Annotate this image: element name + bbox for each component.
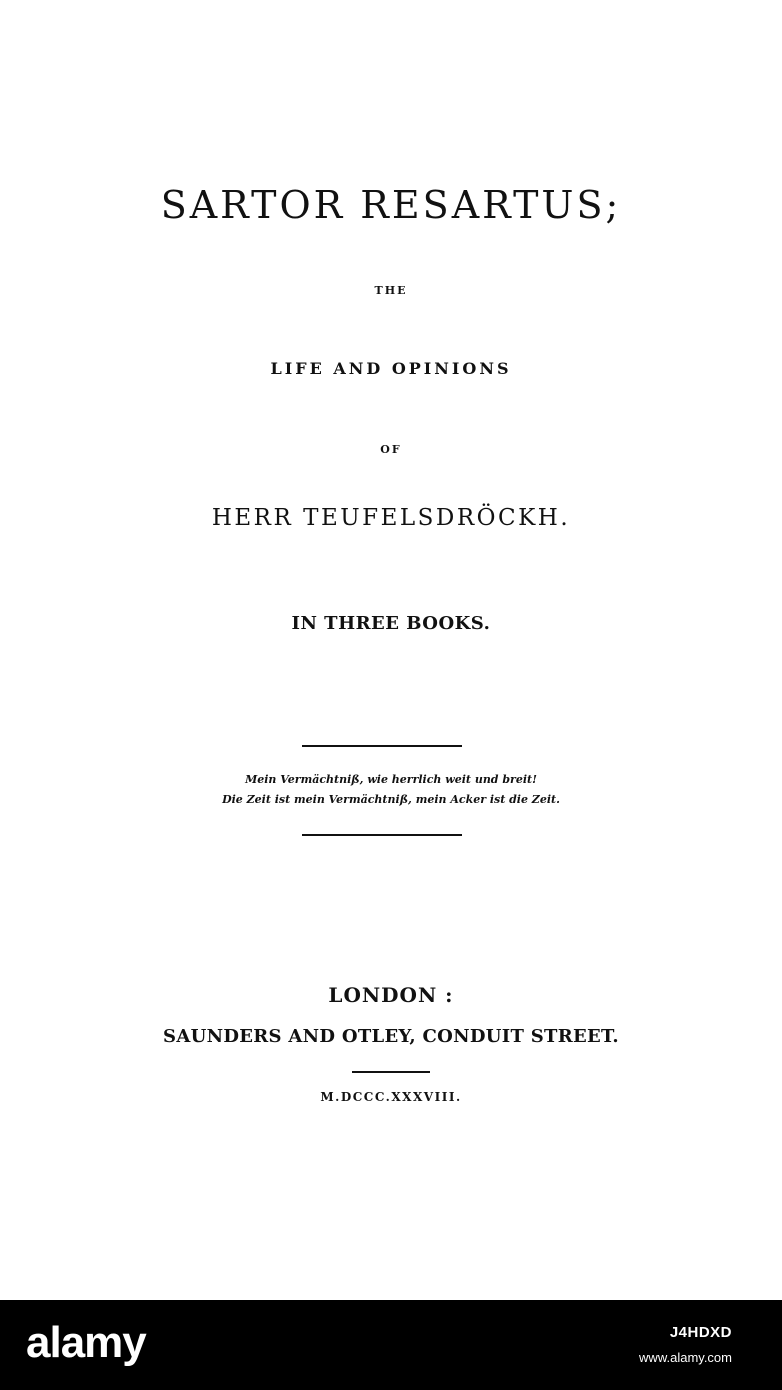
book-title: SARTOR RESARTUS; [160,183,622,227]
word-of: OF [380,443,402,456]
imprint-publisher: SAUNDERS AND OTLEY, CONDUIT STREET. [163,1026,619,1047]
word-the: THE [374,284,408,297]
imprint-city: LONDON : [328,983,454,1007]
books-line: IN THREE BOOKS. [291,613,491,634]
imprint-date: M.DCCC.XXXVIII. [320,1090,462,1104]
image-id: J4HDXD [669,1324,732,1341]
subject-name: HERR TEUFELSDRÖCKH. [211,505,571,531]
divider-rule-bottom [302,834,462,836]
alamy-logo: alamy [26,1318,146,1367]
subtitle: LIFE AND OPINIONS [270,359,512,378]
motto-line-1: Mein Vermächtniß, wie herrlich weit und breit! [245,773,537,786]
footer-url: www.alamy.com [639,1350,732,1365]
divider-rule-top [302,745,462,747]
divider-rule-short [352,1071,430,1073]
motto-line-2: Die Zeit ist mein Vermächtniß, mein Acker ist die Zeit. [222,793,560,806]
